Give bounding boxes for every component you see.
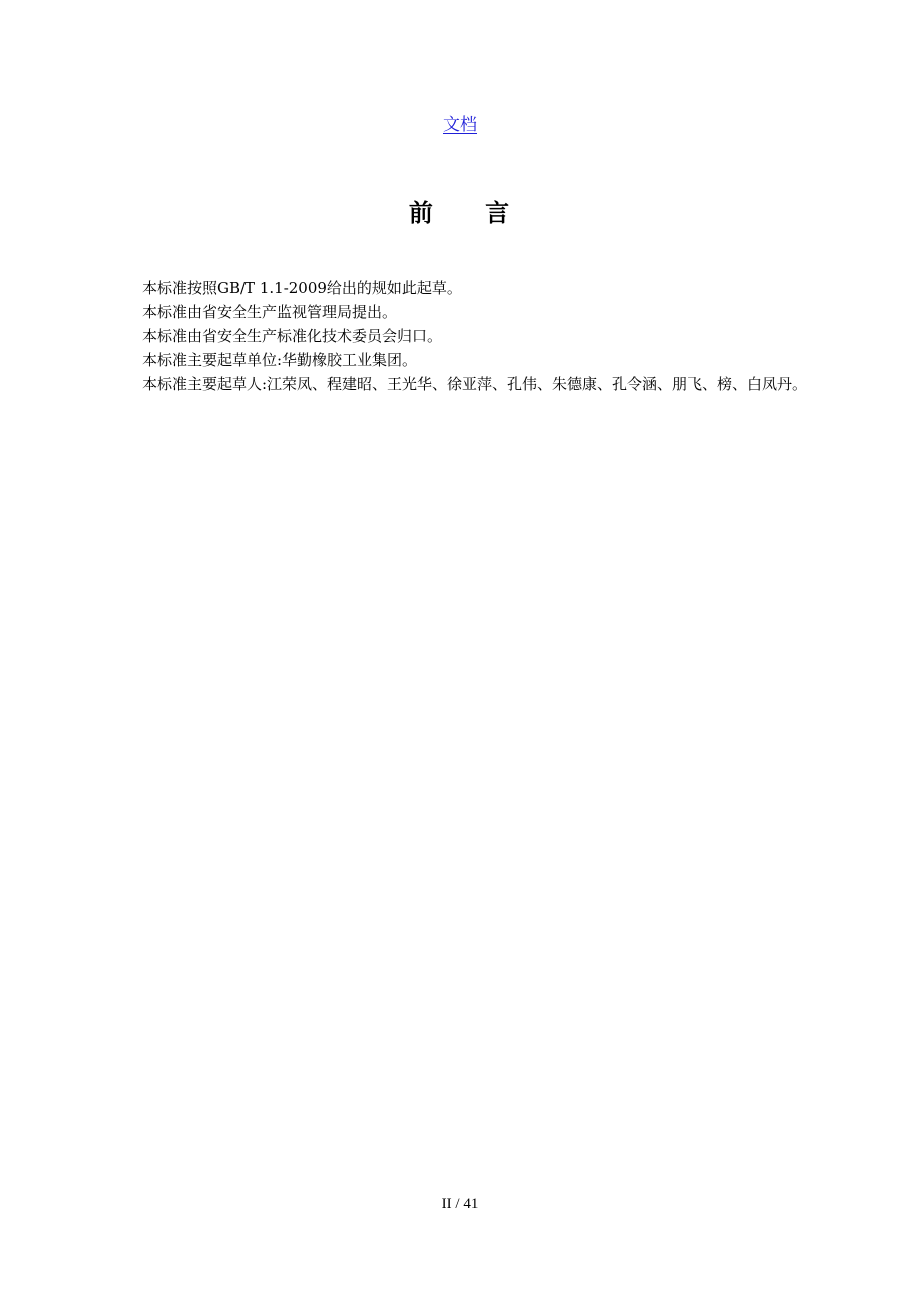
paragraph-drafting-rules: 本标准按照GB/T 1.1-2009给出的规如此起草。 bbox=[142, 279, 462, 297]
header-doc-link[interactable]: 文档 bbox=[443, 115, 477, 135]
paragraph-proposer: 本标准由省安全生产监视管理局提出。 bbox=[142, 303, 398, 321]
page-number: II / 41 bbox=[441, 1196, 479, 1212]
paragraph-drafters: 本标准主要起草人:江荣凤、程建昭、王光华、徐亚萍、孔伟、朱德康、孔令涵、朋飞、榜、白凤丹。 bbox=[142, 375, 808, 393]
preface-body bbox=[111, 276, 833, 396]
page-title: 前 言 bbox=[408, 199, 512, 227]
paragraph-drafting-organization: 本标准主要起草单位:华勤橡胶工业集团。 bbox=[142, 351, 418, 369]
paragraph-responsible-committee: 本标准由省安全生产标准化技术委员会归口。 bbox=[142, 327, 443, 345]
